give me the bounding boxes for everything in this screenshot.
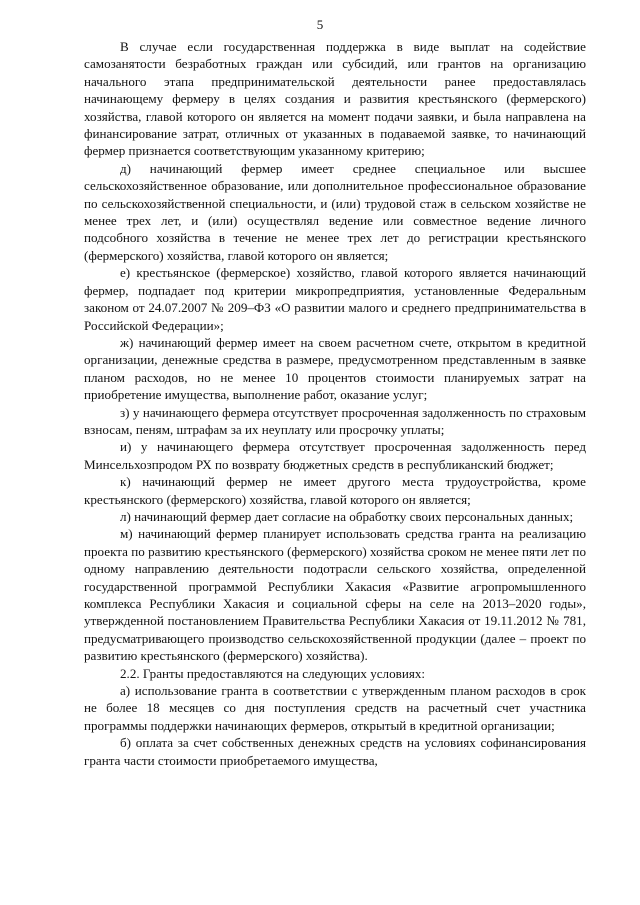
- paragraph-i-budget-debt: и) у начинающего фермера отсутствует просроченная задолженность перед Минсельхозпродом РХ по возврату бюджетных средств в республиканский бюджет;: [84, 439, 586, 472]
- paragraph-criterion-note: В случае если государственная поддержка в виде выплат на содействие самозанятости безработных граждан или субсидий, или грантов на организацию начального этапа предпринимательской деятельности ранее предоставлялась начинающему фермеру в целях создания и развития крестьянского (фермерского) хозяйства, главой которого он является на момент подачи заявки, и была направлена на финансирование затрат, отличных от указанных в подаваемой заявке, то начинающий фермер признается соответствующим указанному критерию;: [84, 39, 586, 159]
- paragraph-a-grant-usage: а) использование гранта в соответствии с утвержденным планом расходов в срок не более 18 месяцев со дня поступления средств на расчетный счет участника программы поддержки начинающих фермеров, открытый в кредитной организации;: [84, 683, 586, 733]
- paragraph-k-employment: к) начинающий фермер не имеет другого места трудоустройства, кроме крестьянского (фермерского) хозяйства, главой которого он является;: [84, 474, 586, 507]
- paragraph-l-personal-data: л) начинающий фермер дает согласие на обработку своих персональных данных;: [120, 508, 574, 524]
- page-number: 5: [316, 17, 324, 32]
- paragraph-m-project: м) начинающий фермер планирует использовать средства гранта на реализацию проекта по развитию крестьянского (фермерского) хозяйства сроком не менее пяти лет по одному направлению деятельности подотрасли сельского хозяйства, определенной государственной программой Республики Хакасия «Развитие агропромышленного комплекса Республики Хакасия и социальной сферы на селе на 2013–2020 годы», утвержденной постановлением Правительства Республики Хакасия от 19.11.2012 № 781, предусматривающего производство сельскохозяйственной продукции (далее – проект по развитию крестьянского (фермерского) хозяйства).: [84, 526, 586, 664]
- paragraph-2-2-heading: 2.2. Гранты предоставляются на следующих условиях:: [120, 665, 426, 681]
- paragraph-zh-own-funds: ж) начинающий фермер имеет на своем расчетном счете, открытом в кредитной организации, денежные средства в размере, предусмотренном представленным в заявке планом расходов, но не менее 10 процентов стоимости планируемых затрат на приобретение имущества, выполнение работ, оказание услуг;: [84, 334, 586, 403]
- paragraph-b-cofinancing: б) оплата за счет собственных денежных средств на условиях софинансирования гранта части стоимости приобретаемого имущества,: [84, 735, 586, 768]
- paragraph-d-education: д) начинающий фермер имеет среднее специальное или высшее сельскохозяйственное образование, или дополнительное профессиональное образование по сельскохозяйственной специальности, и (или) трудовой стаж в сельском хозяйстве не менее трех лет, и (или) осуществлял ведение или совместное ведение личного подсобного хозяйства в течение не менее трех лет до регистрации крестьянского (фермерского) хозяйства, главой которого он является;: [84, 160, 586, 263]
- paragraph-z-insurance-debt: з) у начинающего фермера отсутствует просроченная задолженность по страховым взносам, пеням, штрафам за их неуплату или просрочку уплаты;: [84, 404, 586, 437]
- document-body: [84, 38, 586, 769]
- paragraph-e-microenterprise: е) крестьянское (фермерское) хозяйство, главой которого является начинающий фермер, подпадает под критерии микропредприятия, установленные Федеральным законом от 24.07.2007 № 209–ФЗ «О развитии малого и среднего предпринимательства в Российской Федерации»;: [84, 265, 586, 333]
